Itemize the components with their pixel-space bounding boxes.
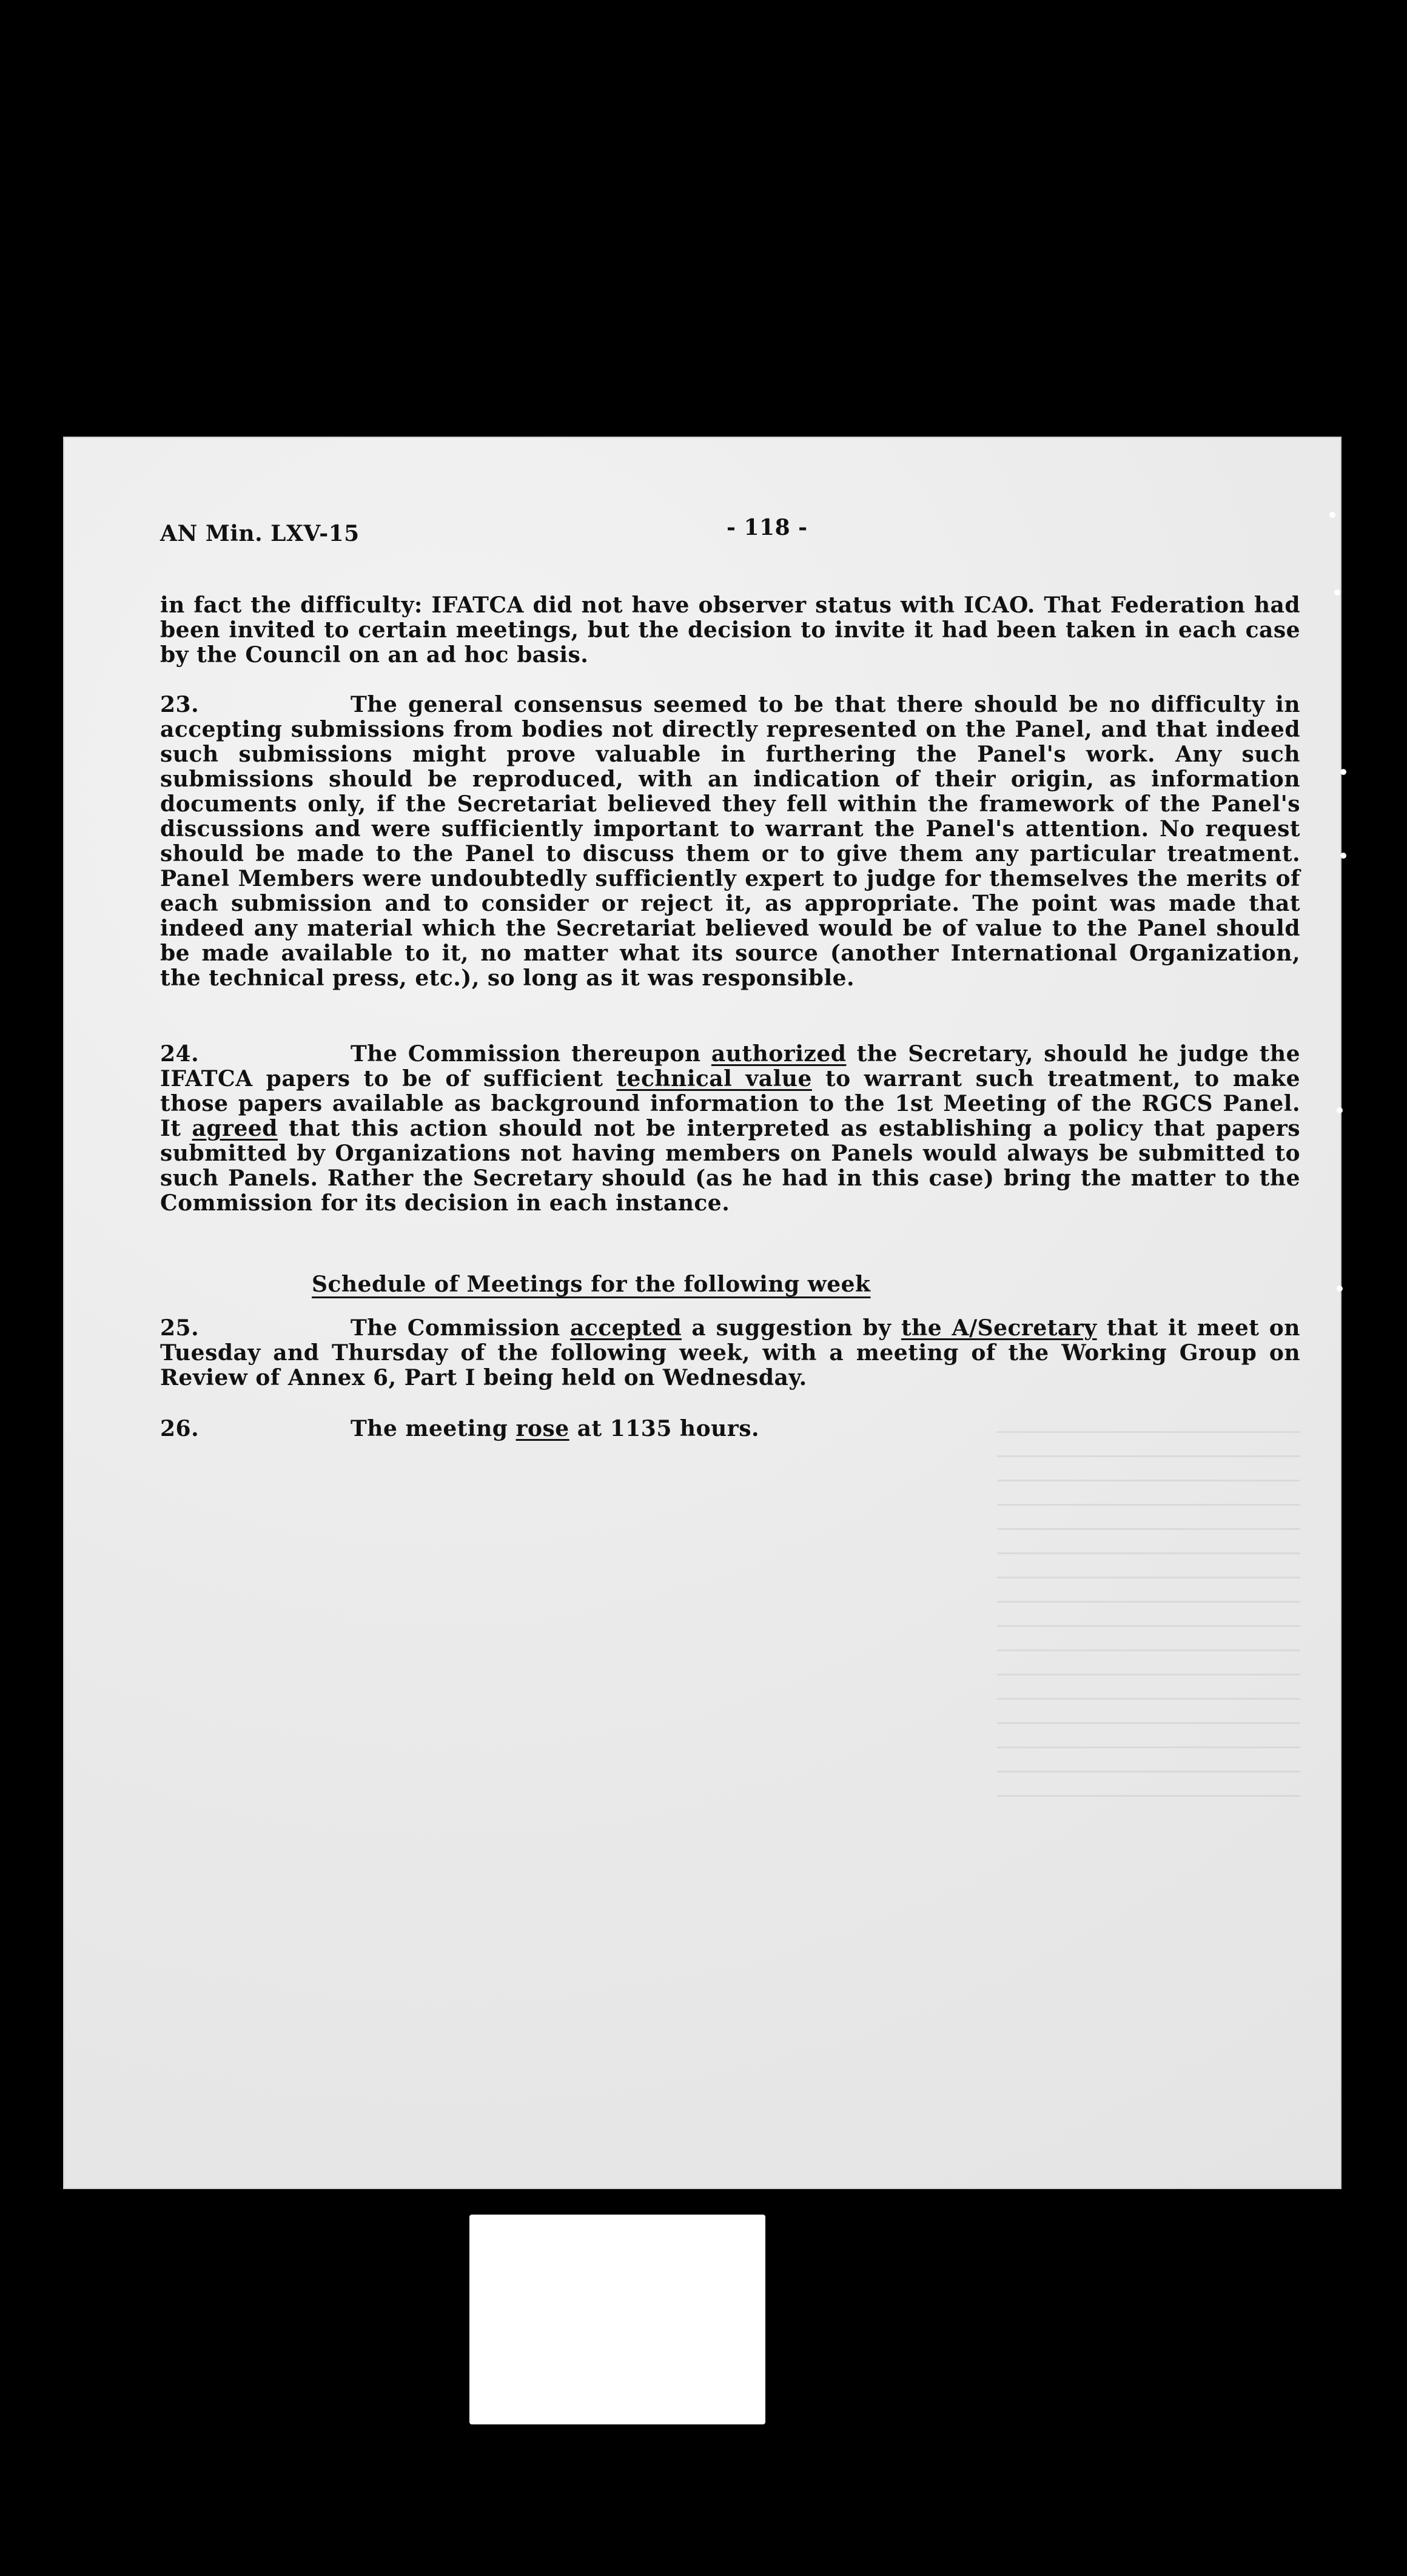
document-page [63, 437, 1342, 2189]
intro-text: in fact the difficulty: IFATCA did not have observer status with ICAO. That Federation had been invited to certain meetings, but the decision to invite it had been taken in each case by the Council on an ad hoc basis. [160, 592, 1300, 668]
page-number: - 118 - [727, 515, 808, 540]
text-run: The Commission thereupon [351, 1041, 701, 1067]
underlined-word: agreed [192, 1116, 278, 1141]
text-run: a suggestion by [691, 1315, 892, 1341]
text-run: The Commission [351, 1315, 560, 1341]
edge-dot [1329, 512, 1335, 518]
underlined-word: authorized [711, 1041, 847, 1067]
edge-dot [1337, 1286, 1343, 1292]
text-run: the Secretary, should he judge the IFATCA papers to be of sufficient [160, 1041, 1300, 1092]
text-run: at 1135 hours. [577, 1416, 760, 1441]
underlined-word: rose [515, 1416, 569, 1441]
underlined-word: the A/Secretary [901, 1315, 1097, 1341]
section-heading: Schedule of Meetings for the following week [312, 1272, 871, 1297]
text-run: that this action should not be interpreted as establishing a policy that papers submitted by Organizations not having members on Panels would always be submitted to such Panels. Rather the Secretary should (as he had in this case) bring the matter to the Commission for its decision in each instance. [160, 1116, 1300, 1216]
paragraph-24 [160, 1042, 1300, 1216]
intro-paragraph [160, 593, 1300, 668]
paragraph-text: The general consensus seemed to be that there should be no difficulty in accepting submissions from bodies not directly represented on the Panel, and that indeed such submissions might prove valuable in furthering the Panel's work. Any such submissions should be reproduced, with an indication of their origin, as information documents only, if the Secretariat believed they fell within the framework of the Panel's discussions and were sufficiently important to warrant the Panel's attention. No request should be made to the Panel to discuss them or to give them any particular treatment. Panel Members were undoubtedly sufficiently expert to judge for themselves the merits of each submission and to consider or reject it, as appropriate. The point was made that indeed any material which the Secretariat believed would be of value to the Panel should be made available to it, no matter what its source (another International Organization, the technical press, etc.), so long as it was responsible. [160, 692, 1300, 991]
paragraph-number: 23. [160, 692, 200, 717]
edge-dot [1340, 769, 1346, 775]
paragraph-number: 26. [160, 1416, 200, 1441]
text-run: The meeting [351, 1416, 508, 1441]
show-through-texture [997, 1431, 1300, 1807]
text-run: to warrant such treatment, to make those papers available as background information to the 1st Meeting of the RGCS Panel. It [160, 1066, 1300, 1141]
paragraph-number: 24. [160, 1041, 200, 1067]
edge-dot [1334, 589, 1340, 595]
paragraph-25 [160, 1316, 1300, 1390]
document-reference: AN Min. LXV-15 [160, 521, 360, 546]
blank-label-card [469, 2215, 765, 2424]
edge-dot [1340, 853, 1346, 859]
edge-dot [1337, 1107, 1343, 1113]
underlined-word: accepted [570, 1315, 682, 1341]
paragraph-23 [160, 693, 1300, 991]
text-run: that it meet on Tuesday and Thursday of the following week, with a meeting of the Working Group on Review of Annex 6, Part I being held on Wednesday. [160, 1315, 1300, 1390]
underlined-word: technical value [616, 1066, 812, 1092]
paragraph-number: 25. [160, 1315, 200, 1341]
